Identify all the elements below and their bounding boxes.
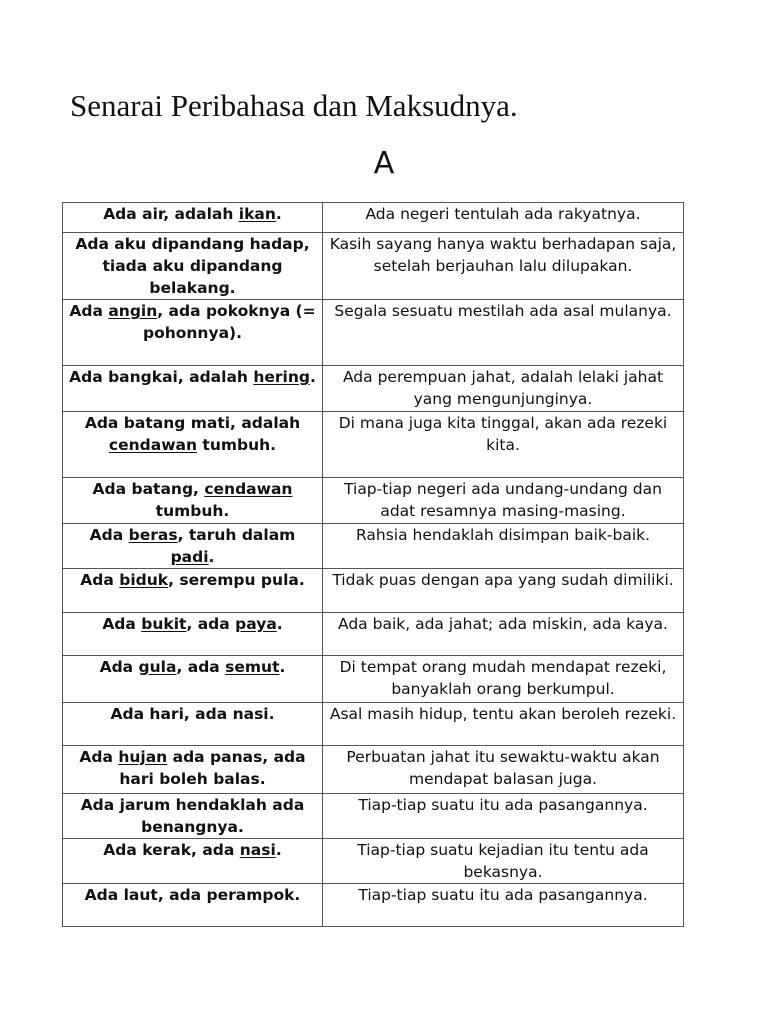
proverb-cell xyxy=(63,478,323,524)
meaning-cell: Tiap-tiap suatu kejadian itu tentu ada bekasnya. xyxy=(323,839,684,884)
underlined-keyword: biduk xyxy=(119,571,169,589)
proverb-text: . xyxy=(309,368,316,386)
proverb-text: Ada batang mati, adalah xyxy=(84,414,301,432)
table-row xyxy=(63,794,684,839)
underlined-keyword: padi xyxy=(170,548,209,566)
proverb-text: Ada batang, xyxy=(92,480,205,498)
proverb-text: Ada kerak, ada xyxy=(103,841,240,859)
underlined-keyword: cendawan xyxy=(108,436,198,454)
underlined-keyword: hering xyxy=(253,368,310,386)
proverb-cell xyxy=(63,746,323,794)
proverb-text: Ada xyxy=(69,302,109,320)
meaning-cell: Asal masih hidup, tentu akan beroleh rezeki. xyxy=(323,703,684,746)
proverb-cell xyxy=(63,366,323,412)
proverb-text: Ada laut, ada perampok. xyxy=(84,886,301,904)
table-row xyxy=(63,839,684,884)
proverb-text: tumbuh. xyxy=(197,436,277,454)
proverb-text: Ada xyxy=(102,615,142,633)
underlined-keyword: angin xyxy=(108,302,158,320)
meaning-cell: Di tempat orang mudah mendapat rezeki, banyaklah orang berkumpul. xyxy=(323,656,684,703)
meaning-cell: Ada perempuan jahat, adalah lelaki jahat yang mengunjunginya. xyxy=(323,366,684,412)
proverb-text: . xyxy=(275,841,282,859)
table-row xyxy=(63,746,684,794)
proverb-cell xyxy=(63,203,323,233)
proverb-cell xyxy=(63,839,323,884)
proverb-cell xyxy=(63,524,323,569)
proverb-text: , ada pokoknya (= pohonnya). xyxy=(142,302,316,342)
proverb-cell xyxy=(63,613,323,656)
table-row xyxy=(63,203,684,233)
proverb-cell xyxy=(63,794,323,839)
proverb-cell xyxy=(63,300,323,366)
proverb-text: Ada hari, ada nasi. xyxy=(110,705,275,723)
proverb-cell xyxy=(63,569,323,613)
underlined-keyword: beras xyxy=(128,526,178,544)
meaning-cell: Ada negeri tentulah ada rakyatnya. xyxy=(323,203,684,233)
proverb-cell xyxy=(63,884,323,927)
proverb-text: Ada xyxy=(89,526,129,544)
meaning-cell: Tiap-tiap negeri ada undang-undang dan adat resamnya masing-masing. xyxy=(323,478,684,524)
underlined-keyword: hujan xyxy=(118,748,168,766)
proverb-text: Ada xyxy=(79,748,119,766)
meaning-cell: Segala sesuatu mestilah ada asal mulanya. xyxy=(323,300,684,366)
proverb-text: Ada aku dipandang hadap, tiada aku dipandang belakang. xyxy=(75,235,310,297)
table-row xyxy=(63,478,684,524)
meaning-cell: Perbuatan jahat itu sewaktu-waktu akan mendapat balasan juga. xyxy=(323,746,684,794)
meaning-cell: Tiap-tiap suatu itu ada pasangannya. xyxy=(323,794,684,839)
table-row xyxy=(63,366,684,412)
proverb-text: ada panas, ada hari boleh balas. xyxy=(119,748,306,788)
meaning-cell: Rahsia hendaklah disimpan baik-baik. xyxy=(323,524,684,569)
proverb-cell xyxy=(63,233,323,300)
proverb-cell xyxy=(63,412,323,478)
proverb-text: Ada xyxy=(80,571,120,589)
underlined-keyword: nasi xyxy=(239,841,276,859)
proverb-text: , ada xyxy=(186,615,236,633)
proverb-text: tumbuh. xyxy=(155,502,230,520)
proverb-text: Ada jarum hendaklah ada benangnya. xyxy=(80,796,305,836)
underlined-keyword: ikan xyxy=(238,205,276,223)
section-letter-heading: A xyxy=(373,146,395,181)
proverb-text: Ada air, adalah xyxy=(103,205,239,223)
table-row xyxy=(63,524,684,569)
underlined-keyword: paya xyxy=(235,615,277,633)
proverb-cell xyxy=(63,656,323,703)
table-row xyxy=(63,613,684,656)
proverb-text: . xyxy=(275,205,282,223)
meaning-cell: Tidak puas dengan apa yang sudah dimiliki. xyxy=(323,569,684,613)
table-row xyxy=(63,884,684,927)
meaning-cell: Tiap-tiap suatu itu ada pasangannya. xyxy=(323,884,684,927)
table-row xyxy=(63,703,684,746)
table-row xyxy=(63,233,684,300)
proverb-text: . xyxy=(208,548,215,566)
meaning-cell: Di mana juga kita tinggal, akan ada rezeki kita. xyxy=(323,412,684,478)
proverb-text: . xyxy=(276,615,283,633)
meaning-cell: Kasih sayang hanya waktu berhadapan saja, setelah berjauhan lalu dilupakan. xyxy=(323,233,684,300)
proverb-text: , serempu pula. xyxy=(168,571,305,589)
underlined-keyword: gula xyxy=(138,658,177,676)
proverb-cell xyxy=(63,703,323,746)
underlined-keyword: cendawan xyxy=(204,480,293,498)
proverb-table-body xyxy=(63,203,684,927)
proverb-text: Ada xyxy=(99,658,139,676)
table-row xyxy=(63,569,684,613)
proverb-text: , taruh dalam xyxy=(177,526,296,544)
proverb-text: . xyxy=(279,658,286,676)
page-title: Senarai Peribahasa dan Maksudnya. xyxy=(70,88,518,123)
table-row xyxy=(63,300,684,366)
proverb-text: Ada bangkai, adalah xyxy=(69,368,254,386)
table-row xyxy=(63,412,684,478)
underlined-keyword: semut xyxy=(225,658,280,676)
meaning-cell: Ada baik, ada jahat; ada miskin, ada kaya. xyxy=(323,613,684,656)
proverb-table xyxy=(62,202,684,927)
table-row xyxy=(63,656,684,703)
underlined-keyword: bukit xyxy=(141,615,187,633)
proverb-text: , ada xyxy=(176,658,226,676)
